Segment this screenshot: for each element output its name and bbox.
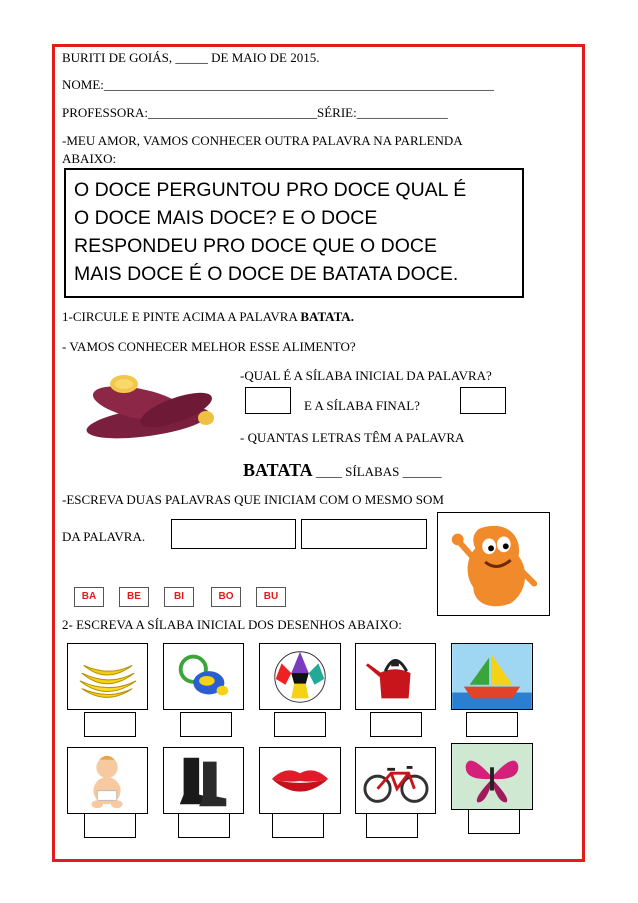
final-syllable-box[interactable] xyxy=(460,387,506,414)
banana-image xyxy=(67,643,148,710)
bicycle-image xyxy=(355,747,436,814)
date-line: BURITI DE GOIÁS, _____ DE MAIO DE 2015. xyxy=(62,50,320,65)
lips-image xyxy=(259,747,341,814)
answer-box-boots[interactable] xyxy=(178,813,230,838)
knowing-line: - VAMOS CONHECER MELHOR ESSE ALIMENTO? xyxy=(62,339,356,354)
batata-count-line xyxy=(243,459,442,483)
parlenda-box xyxy=(64,168,524,298)
page-border xyxy=(52,44,585,862)
answer-box-bicycle[interactable] xyxy=(366,813,418,838)
intro-line-1: -MEU AMOR, VAMOS CONHECER OUTRA PALAVRA NA PARLENDA xyxy=(62,133,463,148)
syllable-bi: BI xyxy=(164,587,194,607)
write-two-line-1: -ESCREVA DUAS PALAVRAS QUE INICIAM COM O MESMO SOM xyxy=(62,492,444,507)
batata-word: BATATA xyxy=(243,460,313,480)
answer-box-kettle[interactable] xyxy=(370,712,422,737)
kettle-image xyxy=(355,643,436,710)
initial-syllable-question: -QUAL É A SÍLABA INICIAL DA PALAVRA? xyxy=(240,368,492,383)
answer-box-butterfly[interactable] xyxy=(468,809,520,834)
question-1-text: 1-CIRCULE E PINTE ACIMA A PALAVRA xyxy=(62,309,301,324)
answer-box-pacifier[interactable] xyxy=(180,712,232,737)
name-line: NOME:____________________________________________________________ xyxy=(62,77,494,92)
teacher-line: PROFESSORA:__________________________SÉRIE:______________ xyxy=(62,105,448,120)
syllables-label: SÍLABAS xyxy=(345,464,400,479)
butterfly-image xyxy=(451,743,533,810)
parlenda-line-2: O DOCE MAIS DOCE? E O DOCE xyxy=(74,207,378,229)
baby-image xyxy=(67,747,148,814)
pacifier-image xyxy=(163,643,244,710)
potato-character-image xyxy=(437,512,550,616)
letters-question: - QUANTAS LETRAS TÊM A PALAVRA xyxy=(240,430,465,445)
intro-line-2: ABAIXO: xyxy=(62,151,117,166)
final-syllable-question: E A SÍLABA FINAL? xyxy=(304,398,420,413)
question-1 xyxy=(62,309,354,325)
initial-syllable-box[interactable] xyxy=(245,387,291,414)
letters-blank[interactable]: ____ xyxy=(315,464,342,479)
boots-image xyxy=(163,747,244,814)
answer-box-boat[interactable] xyxy=(466,712,518,737)
word-box-2[interactable] xyxy=(301,519,427,549)
sweet-potato-image xyxy=(64,362,230,447)
word-box-1[interactable] xyxy=(171,519,296,549)
syllable-bo: BO xyxy=(211,587,241,607)
ball-image xyxy=(259,643,341,710)
syllable-ba: BA xyxy=(74,587,104,607)
syllable-be: BE xyxy=(119,587,149,607)
write-two-line-2: DA PALAVRA. xyxy=(62,529,146,544)
parlenda-line-1: O DOCE PERGUNTOU PRO DOCE QUAL É xyxy=(74,179,467,201)
answer-box-baby[interactable] xyxy=(84,813,136,838)
syllable-bu: BU xyxy=(256,587,286,607)
question-2: 2- ESCREVA A SÍLABA INICIAL DOS DESENHOS ABAIXO: xyxy=(62,617,402,632)
answer-box-ball[interactable] xyxy=(274,712,326,737)
boat-image xyxy=(451,643,533,710)
answer-box-lips[interactable] xyxy=(272,813,324,838)
parlenda-line-3: RESPONDEU PRO DOCE QUE O DOCE xyxy=(74,235,437,257)
question-1-word: BATATA. xyxy=(300,309,354,324)
parlenda-line-4: MAIS DOCE É O DOCE DE BATATA DOCE. xyxy=(74,263,459,285)
syllables-blank[interactable]: ______ xyxy=(402,464,442,479)
answer-box-banana[interactable] xyxy=(84,712,136,737)
